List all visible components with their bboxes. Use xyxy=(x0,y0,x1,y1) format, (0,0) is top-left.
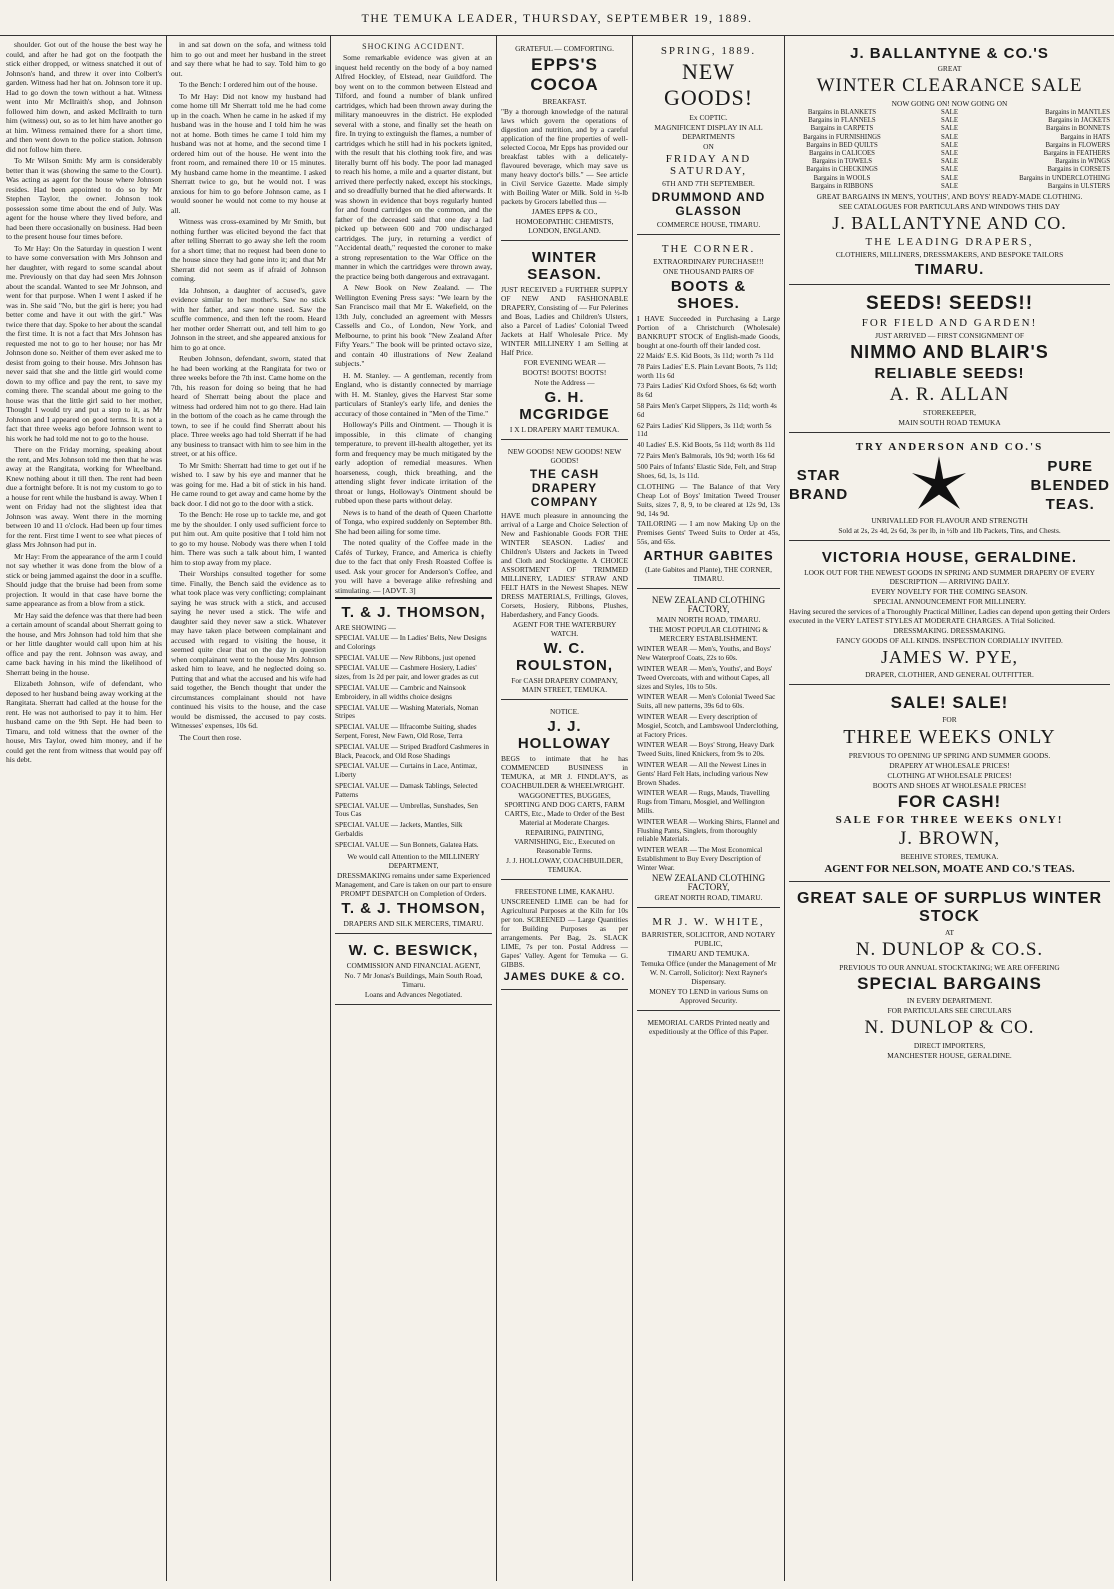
spring-advert xyxy=(637,40,780,235)
advert-firm-sub: For CASH DRAPERY COMPANY, MAIN STREET, TEMUKA. xyxy=(511,676,618,694)
advert-text: PREVIOUS TO OUR ANNUAL STOCKTAKING; WE ARE OFFERING xyxy=(839,963,1060,973)
advert-body: "By a thorough knowledge of the natural laws which govern the operations of digestion and nutrition, and by a careful application of the fine properties of well-selected Cocoa, Mr Epps has provided our breakfast tables with a delicately-flavoured beverage, which may save us many heavy doctor's bills." — See article in Civil Service Gazette. Made simply with Boiling Water or Milk. Sold in ½-lb packets by Grocers labelled thus — xyxy=(501,107,628,206)
advert-text: BOOTS! BOOTS! BOOTS! xyxy=(522,368,607,377)
advert-firm-sub: (Late Gabites and Plante), THE CORNER, TIMARU. xyxy=(645,565,772,584)
advert-firm: JAMES W. PYE, xyxy=(880,647,1019,668)
advert-intro: ARE SHOWING — xyxy=(335,623,396,632)
advert-title: SEEDS! SEEDS!! xyxy=(865,293,1034,315)
bargain-right: Bargains in MANTLES xyxy=(1045,109,1110,116)
thomson-advert xyxy=(335,597,492,934)
advert-title: THE CASH DRAPERY COMPANY xyxy=(529,467,600,509)
article-paragraph: Their Worships consulted together for some time. Finally, the Bench said the evidence as to what took place was very conflicting; complainant saying he was struck with a stick, and accused saying he never used a stick. The wife and daughter said they never saw a stick. Whatever may have taken place between complainant and accused with regard to visiting the house, it seemed quite clear that on the day in question when complainant went to the house Mrs Johnson asked him to leave, and he neglected doing so. Putting that and what the accused and his wife had said together, the Bench thought that under the circumstances complainant should not have continued his visits to the house, and the case would be dismissed, the accused to pay costs. Witnesses' expenses, 10s 6d. xyxy=(171,569,326,730)
bargain-left: Bargains in TOWELS xyxy=(811,158,872,166)
sale-label: SALE xyxy=(940,182,958,190)
advert-text: Sold at 2s, 2s 4d, 2s 6d, 3s per lb, in ½lb and 1lb Packets, Tins, and Chests. xyxy=(838,526,1061,536)
article-paragraph: Witness was cross-examined by Mr Smith, but nothing further was elicited beyond the fact that after telling Sherratt to go away she left the room for a short time; that no request had been done to the house since they had gone into it; and that Mr Sherratt did not seem as if afraid of Johnson coming. xyxy=(171,217,326,283)
advert-text: FOR PARTICULARS SEE CIRCULARS xyxy=(887,1006,1012,1016)
advert-title: W. C. BESWICK, xyxy=(348,941,479,959)
advert-item: WINTER WEAR — Every description of Mosgiel, Scotch, and Lambswool Underclothing, at Factory Prices. xyxy=(637,712,779,739)
advert-text: DRESSMAKING. DRESSMAKING. xyxy=(893,626,1006,636)
article-paragraph: To Mr Smith: Sherratt had time to get out if he wished to. I saw by his eye and manner that he was going for me. Had a bit of stick in his hand. He came round to get away and came home by the back door. I did not go to the door with a stick. xyxy=(171,460,326,508)
sale-label: SALE xyxy=(940,166,958,174)
article-paragraph: Elizabeth Johnson, wife of defendant, who deposed to her husband being away working at the Rangitata. Sherratt had called at the house for the rent. He was not authorised to pay it to him. Her husband came on the 9th Sept. He had been to Timaru, and told witness that the owner of the house, Mrs Taylor, owed him money, and if he could get the rent from witness that would pay off his debt. xyxy=(6,679,162,764)
article-paragraph: There on the Friday morning, speaking about the rent, and Mrs Johnson told me then that he was away at the Rangitata, working for Wheelband. Knew nothing about it till then. The rent had been due a fortnight before. It is not my custom to go to a house for rent while the husband is away. When I went on Friday had not the slightest idea that Johnson was away. Went there in the morning between 10 and 11 o'clock. Had been up four times for the rent. First time I went to see what pieces of glass Mrs Johnson had put in. xyxy=(6,445,162,549)
advert-body: BEGS to intimate that he has COMMENCED BUSINESS in TEMUKA, at MR J. FINDLAY'S, as COACHBUILDER & WHEELWRIGHT. xyxy=(501,754,628,790)
bargain-left: Bargains in CALICOES xyxy=(808,150,875,158)
memorial-cards-advert xyxy=(637,1014,780,1041)
bargain-left: Bargains in RIBBONS xyxy=(810,182,874,190)
advert-title: BOOTS & SHOES. xyxy=(670,278,747,312)
nz-clothing-advert xyxy=(637,592,780,908)
tea-right xyxy=(1030,456,1110,515)
advert-firm: J. BROWN, xyxy=(898,828,1001,850)
advert-text: REPAIRING, PAINTING, VARNISHING, Etc., Executed on Reasonable Terms. xyxy=(514,828,615,855)
advert-text: LOOK OUT FOR THE NEWEST GOODS IN SPRING AND SUMMER DRAPERY OF EVERY DESCRIPTION — ARRIVING DAILY. xyxy=(804,568,1095,587)
bargain-left: Bargains in BED QUILTS xyxy=(806,141,878,149)
advert-top: GRATEFUL — COMFORTING. xyxy=(515,44,614,53)
bargain-row xyxy=(789,134,1110,142)
bargain-left: Bargains in CARPETS xyxy=(810,125,874,133)
advert-text: TAILORING — I am now Making Up on the Premises Gents' Tweed Suits to Order at 45s, 55s, and 65s. xyxy=(637,519,780,547)
sale-label: SALE xyxy=(940,109,958,116)
advert-text: RELIABLE SEEDS! xyxy=(874,365,1025,383)
advert-text: UNRIVALLED FOR FLAVOUR AND STRENGTH xyxy=(871,516,1028,526)
advert-text: COMMISSION AND FINANCIAL AGENT, xyxy=(346,960,481,970)
sale-label: SALE xyxy=(940,141,958,149)
advert-item: SPECIAL VALUE — New Ribbons, just opened xyxy=(335,653,476,662)
advert-item: SPECIAL VALUE — Sun Bonnets, Galatea Hats. xyxy=(335,840,479,849)
advert-top: NEW GOODS! NEW GOODS! NEW GOODS! xyxy=(507,447,622,465)
advert-text: EVERY NOVELTY FOR THE COMING SEASON. xyxy=(871,587,1028,597)
advert-text: FOR FIELD AND GARDEN! xyxy=(861,317,1038,330)
advert-sub: BREAKFAST. xyxy=(542,97,587,106)
tea-advert xyxy=(789,436,1110,541)
advert-text: No. 7 Mr Jonas's Buildings, Main South Road, Timaru. xyxy=(344,970,483,989)
article-paragraph: Ida Johnson, a daughter of accused's, gave evidence similar to her mother's. Saw no stick with her father, and saw none used. Saw the scuffle commence, and then left the room. Heard her mother order Sherratt out, and tell him to go Johnson in the street, and she appeared anxious for him to go at once. xyxy=(171,285,326,352)
advert-text: MAIN SOUTH ROAD TEMUKA xyxy=(898,418,1001,428)
advert-item: 500 Pairs of Infants' Elastic Side, Felt, and Strap Shoes, 6d, 1s, 1s 11d. xyxy=(637,462,777,480)
advert-text: NOW GOING ON! NOW GOING ON xyxy=(891,99,1008,108)
article-paragraph: Some remarkable evidence was given at an inquest held recently on the body of a boy named Alfred Hockley, of Elstead, near Guildford. The boy went on to the common between Elstead and Tilford, and found a number of blank unfired cartridges, which had been thrown away during the military manoeuvres in the district. He exploded several with a stone, and finally set the heath on fire. In trying to extinguish the flames, a number of cartridges which he still had in his pockets ignited, with the result that his clothing took fire, and was literally burnt off his body. The poor lad managed to reach his home, a mile and a quarter distant, but arrived there perfectly naked, except his stockings, and so dreadfully burned that he died afterwards. It was shown in evidence that boys regularly hunted for and found cartridges on the common, and the father of the deceased said that one day a lad picked up between 600 and 700 undischarged cartridges. The jury, in returning a verdict of "Accidental death," requested the coroner to make a strong representation to the War Office on the manner in which the cartridges were thrown away, the practice being both dangerous and extravagant. xyxy=(335,53,492,281)
bargain-row xyxy=(789,117,1110,125)
column-3 xyxy=(331,40,496,1581)
advert-text: DRAPERY AT WHOLESALE PRICES! xyxy=(889,761,1010,771)
advert-item: SPECIAL VALUE — Cashmere Hosiery, Ladies' sizes, from 1s 2d per pair, and lower grades as cut xyxy=(335,664,479,682)
advert-body: Having secured the services of a Thoroughly Practical Milliner, Ladies can depend upon getting their Orders executed in the VERY LATEST STYLES AT MODERATE CHARGES. A Trial Solicited. xyxy=(789,607,1110,626)
bargain-left: Bargains in FURNISHINGS xyxy=(803,133,881,141)
advert-text: FOR CASH! xyxy=(897,792,1002,812)
advert-firm-sub: HOMOEOPATHIC CHEMISTS, LONDON, ENGLAND. xyxy=(515,217,614,235)
advert-text: SPECIAL ANNOUNCEMENT FOR MILLINERY. xyxy=(873,597,1026,607)
advert-text: MAIN NORTH ROAD, TIMARU. xyxy=(656,615,761,625)
advert-text: A. R. ALLAN xyxy=(889,384,1010,406)
advert-list xyxy=(637,352,780,480)
advert-item: SPECIAL VALUE — Curtains in Lace, Antimaz, Liberty xyxy=(335,762,478,780)
advert-title: WINTER CLEARANCE SALE xyxy=(816,75,1083,96)
advert-firm: ARTHUR GABITES xyxy=(643,548,774,564)
advert-footer: T. & J. THOMSON, xyxy=(341,899,486,917)
advert-footer: NEW ZEALAND CLOTHING FACTORY, xyxy=(651,873,766,893)
epps-advert xyxy=(501,40,628,241)
column-4 xyxy=(497,40,632,1581)
advert-body: HAVE much pleasure in announcing the arrival of a Large and Choice Selection of New and Fashionable Goods FOR THE WINTER SEASON. Ladies' and Children's Ulsters and Jackets in Tweed and Cloth and Stockingette. A CHOICE ASSORTMENT OF TRIMMED MILLINERY, LADIES' STRAW AND FELT HATS in the Newest Shapes. NEW DRESS MATERIALS, Frillings, Gloves, Corsets, Hosiery, Ribbons, Plushes, Haberdashery, and Fancy Goods. xyxy=(501,511,628,619)
advert-item: 73 Pairs Ladies' Kid Oxford Shoes, 6s 6d; worth 8s 6d xyxy=(637,382,777,400)
sale-label: SALE xyxy=(940,174,958,182)
advert-title: J. J. HOLLOWAY xyxy=(517,718,612,752)
ballantyne-advert xyxy=(789,40,1110,285)
winter-season-advert xyxy=(501,244,628,440)
advert-firm: NIMMO AND BLAIR'S xyxy=(850,342,1049,363)
bargain-right: Bargains in CORSETS xyxy=(1047,166,1110,174)
advert-body: UNSCREENED LIME can be had for Agricultural Purposes at the Kiln for 10s per ton. SCREENED — Large Quantities for Building Purposes as per arrangements. Per Bag, 2s. SLACK LIME, 7s per ton. Postal Address — Gapes' Valley. Agent for Temuka — G. GIBBS. xyxy=(501,897,628,969)
brown-sale-advert xyxy=(789,688,1110,882)
article-paragraph: Mr Hay said the defence was that there had been a certain amount of scandal about Sherratt going to the house, and Mrs Johnson had told him that she or her little daughter would call upon him at his office and pay the rent. Johnson was away, and came back having in his mind the likelihood of Sherratt being in the house. xyxy=(6,610,162,677)
advert-text: CLOTHING AT WHOLESALE PRICES! xyxy=(887,771,1012,781)
bargain-row xyxy=(789,109,1110,117)
bargain-row xyxy=(789,166,1110,174)
article-paragraph: Holloway's Pills and Ointment. — Though it is impossible, in this climate of changing temperature, to prevent ill-health altogether, yet its form and frequency may be much mitigated by the early adoption of remedial measures. When hoarseness, cough, thick breathing, and the attending slight fever indicate irritation of the throat or lungs, Holloway's Ointment should be rubbed upon these parts without delay. xyxy=(335,420,492,505)
bargain-row xyxy=(789,142,1110,150)
advert-subfooter: DRAPERS AND SILK MERCERS, TIMARU. xyxy=(343,918,484,928)
bargain-right: Bargains in FEATHERS xyxy=(1043,150,1110,158)
advert-firm: JAMES EPPS & CO., xyxy=(531,207,598,216)
advert-firm: N. DUNLOP & CO.S. xyxy=(855,939,1044,961)
advert-text: We would call Attention to the MILLINERY DEPARTMENT, xyxy=(347,851,480,870)
advert-item: SPECIAL VALUE — Umbrellas, Sunshades, Sen Tous Cas xyxy=(335,801,479,819)
advert-firm: N. DUNLOP & CO. xyxy=(864,1017,1035,1039)
star-brand-icon xyxy=(909,455,969,515)
advert-text: PREVIOUS TO OPENING UP SPRING AND SUMMER GOODS. xyxy=(848,751,1051,761)
advert-text: BOOTS AND SHOES AT WHOLESALE PRICES! xyxy=(872,781,1027,791)
seeds-advert xyxy=(789,288,1110,433)
advert-item: SPECIAL VALUE — Striped Bradford Cashmeres in Black, Peacock, and Old Rose Shadings xyxy=(335,742,489,760)
article-paragraph: A New Book on New Zealand. — The Wellington Evening Press says: "We learn by the San Francisco mail that Mr E. Wakefield, on the 13th July, concluded an agreement with Messrs Cassells and Co., of London, New York, and Melbourne, to print his book "New Zealand After Fifty Years." The book will be printed octavo size, and contain 40 illustrations of New Zealand subjects." xyxy=(335,283,492,368)
advert-text: IN EVERY DEPARTMENT. xyxy=(906,996,993,1006)
beswick-advert xyxy=(335,937,492,1005)
advert-text: WAGGONETTES, BUGGIES, SPORTING AND DOG CARTS, FARM CARTS, Etc., Made to Order of the Best Material at Moderate Charges. xyxy=(504,791,625,827)
advert-text: Ex COPTIC. xyxy=(689,113,728,122)
advert-text: Loans and Advances Negotiated. xyxy=(364,989,463,999)
article-heading: SHOCKING ACCIDENT. xyxy=(362,42,465,51)
bargain-row xyxy=(789,158,1110,166)
advert-subfooter: GREAT NORTH ROAD, TIMARU. xyxy=(654,893,763,903)
article-paragraph: The noted quality of the Coffee made in the Cafés of Turkey, France, and America is chiefly due to the fact that only Fresh Roasted Coffee is used. Ask your grocer for Anderson's Coffee, and you will have a beverage alike refreshing and stimulating. — [ADVT. 3] xyxy=(335,538,492,595)
advert-item: WINTER WEAR — Working Shirts, Flannel and Flushing Pants, Singlets, from thoroughly reliable Materials. xyxy=(637,817,780,844)
advert-text: TEAS. xyxy=(1045,495,1095,513)
advert-title: T. & J. THOMSON, xyxy=(341,604,486,621)
advert-title: SALE! SALE! xyxy=(890,693,1009,713)
white-solicitor-advert xyxy=(637,911,780,1011)
advert-text: DRESSMAKING remains under same Experienced Management, and Care is taken on our part to ensure PROMPT DESPATCH on Completion of Orders. xyxy=(335,870,492,898)
advert-item: WINTER WEAR — Boys' Strong, Heavy Dark Tweed Suits, lined Knickers, from 9s to 20s. xyxy=(637,741,775,759)
advert-title: GREAT SALE OF SURPLUS WINTER STOCK xyxy=(796,890,1103,926)
advert-text: STOREKEEPER, xyxy=(922,408,977,418)
column-1 xyxy=(2,40,166,1581)
advert-list xyxy=(637,645,780,872)
advert-top: TRY ANDERSON AND CO.'S xyxy=(855,441,1044,454)
advert-top: SPRING, 1889. xyxy=(660,45,757,57)
advert-item: 62 Pairs Ladies' Kid Slippers, 3s 11d; worth 5s 11d xyxy=(637,421,772,439)
advert-text: BRAND xyxy=(789,486,849,504)
bargain-left: Bargains in WOOLS xyxy=(813,174,871,182)
advert-text: 6TH AND 7TH SEPTEMBER. xyxy=(662,179,755,188)
article-paragraph: To the Bench: He rose up to tackle me, and got me by the shoulder. I only used sufficient force to put him out. Am quite positive that I told him not to go to my house. Nobody was there when I told him. There was such a talk about him, I wanted him to stop away from my place. xyxy=(171,510,326,567)
advert-text: THREE WEEKS ONLY xyxy=(843,726,1056,749)
advert-item: 72 Pairs Men's Balmorals, 10s 9d; worth 16s 6d xyxy=(637,451,775,460)
advert-firm: JAMES DUKE & CO. xyxy=(503,971,626,983)
bargain-row xyxy=(789,183,1110,191)
dunlop-advert xyxy=(789,885,1110,1065)
advert-item: WINTER WEAR — Men's, Youths', and Boys' Tweed Overcoats, with and without Capes, all sizes and Styles, 10s to 50s. xyxy=(637,664,773,691)
advert-item: WINTER WEAR — All the Newest Lines in Gents' Hard Felt Hats, including various New Brown Shades. xyxy=(637,760,769,787)
advert-item: SPECIAL VALUE — Washing Materials, Noman Stripes xyxy=(335,703,479,721)
bargain-right: Bargains in FLOWERS xyxy=(1045,141,1110,149)
advert-item: SPECIAL VALUE — Damask Tablings, Selected Patterns xyxy=(335,781,478,799)
advert-top: NOTICE. xyxy=(550,707,579,716)
article-paragraph: Mr Hay: From the appearance of the arm I could not say whether it was done from the blow of a stick or being jammed against the door in a scuffle. Should judge that the bruise had been from some projection. It would in that case have borne the same appearance as from a blow from a stick. xyxy=(6,551,162,608)
article-paragraph: News is to hand of the death of Queen Charlotte of Tonga, who expired suddenly on September 8th. She had been ailing for some time. xyxy=(335,507,492,536)
article-paragraph: To Mr Wilson Smith: My arm is considerably better than it was (showing the same to the Court). Was acting as agent for the house where Johnson resides. Had been appointed to do so by Mr Stephen Taylor, the owner. Johnson took possession some time about the end of July. Was agent for the house where they lived before, and had been there occasionally on business. Had been to the present house four times before. xyxy=(6,156,162,241)
tea-left xyxy=(789,465,848,505)
sale-label: SALE xyxy=(940,117,958,125)
tea-layout xyxy=(789,455,1110,515)
advert-text: STAR xyxy=(796,467,841,485)
bargain-table xyxy=(789,109,1110,191)
bargain-row xyxy=(789,125,1110,133)
advert-item: WINTER WEAR — Rugs, Mauds, Travelling Rugs from Timaru, Mosgiel, and Wellington Mills. xyxy=(637,789,770,815)
advert-item: SPECIAL VALUE — Jackets, Mantles, Silk Gerbaldis xyxy=(335,821,463,838)
cash-drapery-advert xyxy=(501,443,628,700)
advert-item: 22 Maids' E.S. Kid Boots, 3s 11d; worth 7s 11d xyxy=(637,352,774,360)
bargain-right: Bargains in HATS xyxy=(1060,133,1110,141)
advert-item: WINTER WEAR — Men's, Youths, and Boys' New Waterproof Coats, 22s to 60s. xyxy=(637,645,772,663)
advert-item: SPECIAL VALUE — Cambric and Nainsook Embroidery, in all widths choice designs xyxy=(335,683,467,701)
advert-item: WINTER WEAR — Men's Colonial Tweed Sac Suits, all new patterns, 39s 6d to 60s. xyxy=(637,693,776,711)
advert-title: FREESTONE LIME, KAKAHU. xyxy=(514,887,615,896)
page-masthead: THE TEMUKA LEADER, THURSDAY, SEPTEMBER 19, 1889. xyxy=(0,0,1114,36)
advert-top: J. BALLANTYNE & CO.'S xyxy=(850,45,1049,62)
advert-text: PURE xyxy=(1047,457,1094,475)
advert-text: ONE THOUSAND PAIRS OF xyxy=(663,267,754,276)
advert-text: THE LEADING DRAPERS, xyxy=(865,236,1034,249)
advert-text: ON xyxy=(703,142,714,151)
advert-item: SPECIAL VALUE — Ilfracombe Suiting, shades Serpent, Forest, New Fawn, Old Rose, Terra xyxy=(335,723,477,740)
advert-text: AGENT FOR THE WATERBURY WATCH. xyxy=(512,620,617,638)
sale-label: SALE xyxy=(940,158,958,166)
bargain-row xyxy=(789,175,1110,183)
bargain-row xyxy=(789,150,1110,158)
advert-text: AT xyxy=(944,928,955,938)
advert-text: FRIDAY AND SATURDAY, xyxy=(665,153,752,177)
lime-advert xyxy=(501,883,628,990)
advert-firm: DRUMMOND AND GLASSON xyxy=(651,190,766,218)
article-paragraph: The Court then rose. xyxy=(179,732,242,742)
bargain-left: Bargains in FLANNELS xyxy=(808,117,876,125)
article-paragraph: To Mr Hay: Did not know my husband had come home till Mr Sherratt told me he had come up in the coach. When he came in he asked if my husband was in the house and I told him he was not at home. Both times he came I told him my husband was not at home, and the second time I ordered him out of the house. He went into the front room, and remained there 10 or 15 minutes. My husband came home in the meantime. I asked Sherratt twice to go, but he would not. I was anxious for him to go before Johnson came, as I would sooner he would not come to my house at all. xyxy=(171,91,326,215)
advert-text: CLOTHIERS, MILLINERS, DRESSMAKERS, AND BESPOKE TAILORS xyxy=(835,250,1064,260)
article-paragraph: To the Bench: I ordered him out of the house. xyxy=(179,80,318,89)
sale-label: SALE xyxy=(940,133,958,141)
advert-text: MONEY TO LEND in various Sums on Approved Security. xyxy=(649,987,768,1006)
advert-text: BLENDED xyxy=(1030,476,1110,494)
advert-text: SEE CATALOGUES FOR PARTICULARS AND WINDOWS THIS DAY xyxy=(838,202,1061,212)
advert-text: MEMORIAL CARDS Printed neatly and expeditiously at the Office of this Paper. xyxy=(647,1018,770,1037)
advert-text: Note the Address — xyxy=(534,378,595,387)
advert-firm: W. C. ROULSTON, xyxy=(515,640,614,674)
column-6 xyxy=(785,40,1114,1581)
advert-item: SPECIAL VALUE — In Ladies' Belts, New Designs and Colorings xyxy=(335,634,487,651)
advert-text: AGENT FOR NELSON, MOATE AND CO.'S TEAS. xyxy=(824,863,1075,876)
article-paragraph: shoulder. Got out of the house the best way he could, and after he had got on the footpath the stick either dropped, or witness snatched it out of Johnson's hand, and threw it over into Colbert's garden. Witness had her hat on. Johnson tore it up. Had to go down the town without a hat. Witness went into Mr McIlraith's shop, and Johnson followed him down, and asked McIlraith to turn him (witness) out, so as to let him have another go at him. Witness remained there for a short time, and then went down to the police station. Johnson did not follow him there. xyxy=(6,40,162,154)
article-paragraph: To Mr Hay: On the Saturday in question I went to have some conversation with Mrs Johnson and her daughter, with regard to some scandal about me. Previously on that day had seen Mrs Johnson about the scandal. Wanted to see Mr Johnson, and went for that purpose. When I went I asked if he was in. She said "No, but the girl is here; you had better come and have it out with the girl." Was twice there that day. Spoke to her about the scandal the first time. It is not a fact that Mrs Johnson has requested me not to go to her house; nor has Mr Johnson done so. Neither of them ever asked me to desist from going to their house. Mrs Johnson has never said that she and the little girl would come down to my office and pay the rent, to save my coming there. The scandal about me going to the house was that the little girl said to her mother, Thought I would try and put a stop to it, as Mr Johnson and I appeared on good terms. It is not a fact that three weeks ago before Johnson went to his work he had told me not to go to the house. xyxy=(6,243,162,443)
advert-text: SALE FOR THREE WEEKS ONLY! xyxy=(835,814,1064,827)
victoria-house-advert xyxy=(789,544,1110,685)
advert-text: FOR EVENING WEAR — xyxy=(523,358,606,367)
bargain-right: Bargains in BONNETS xyxy=(1045,125,1110,133)
advert-title: WINTER SEASON. xyxy=(527,249,602,283)
advert-text: MANCHESTER HOUSE, GERALDINE. xyxy=(887,1051,1012,1061)
advert-item: 78 Pairs Ladies' E.S. Plain Levant Boots, 7s 11d; worth 11s 6d xyxy=(637,362,778,380)
column-2 xyxy=(167,40,330,1581)
bargain-right: Bargains in UNDERCLOTHING xyxy=(1019,174,1110,182)
advert-text: CLOTHING — The Balance of that Very Cheap Lot of Boys' Imitation Tweed Trouser Suits, sizes 7, 8, 9, to be cleared at 12s 9d, 13s 9d, 14s 9d. xyxy=(637,482,780,519)
advert-sign: J. J. HOLLOWAY, COACHBUILDER, TEMUKA. xyxy=(506,856,623,874)
advert-text: Temuka Office (under the Management of Mr W. N. Carroll, Solicitor): Next Rayner's Dispensary. xyxy=(640,959,777,987)
bargain-left: Bargains in BLANKETS xyxy=(807,109,877,116)
holloway-advert xyxy=(501,703,628,880)
advert-text: TIMARU AND TEMUKA. xyxy=(667,949,750,959)
sale-label: SALE xyxy=(940,150,958,158)
advert-item: 40 Ladies' E.S. Kid Boots, 5s 11d; worth 8s 11d xyxy=(637,441,775,450)
advert-title: NEW ZEALAND CLOTHING FACTORY, xyxy=(651,595,766,615)
advert-top: THE CORNER. xyxy=(661,243,756,255)
advert-text: MAGNIFICENT DISPLAY IN ALL DEPARTMENTS xyxy=(654,123,763,141)
advert-text: DIRECT IMPORTERS, xyxy=(913,1041,986,1051)
corner-advert xyxy=(637,238,780,589)
advert-text: TIMARU. xyxy=(914,261,985,279)
advert-text: EXTRAORDINARY PURCHASE!!! xyxy=(653,257,764,266)
advert-text: JUST ARRIVED — FIRST CONSIGNMENT OF xyxy=(875,331,1024,341)
article-paragraph: Reuben Johnson, defendant, sworn, stated that he had been working at the Rangitata for two or three weeks before the 7th inst. Came home on the 7th, his reason for doing so being that he had heard of Sherratt being about the place and witness had ordered him not to go there. Had lain in the bottom of the coach as he came through the town, to see if he could find Sherratt about his place. Three weeks ago had told Sherratt if he had any business to transact with him to see him in the street, or at his office. xyxy=(171,354,326,458)
advert-text: FOR xyxy=(942,715,957,725)
bargain-right: Bargains in JACKETS xyxy=(1048,117,1110,125)
sale-label: SALE xyxy=(940,125,958,133)
advert-firm-sub: DRAPER, CLOTHIER, AND GENERAL OUTFITTER. xyxy=(865,670,1034,680)
advert-title: MR J. W. WHITE, xyxy=(652,916,765,929)
advert-body: I HAVE Succeeded in Purchasing a Large Portion of a Christchurch (Wholesale) BANKRUPT STOCK of English-made Goods, bought at one-fourth off their landed cost. xyxy=(637,314,780,350)
advert-firm-sub: BEEHIVE STORES, TEMUKA. xyxy=(900,852,999,862)
advert-firm-sub: COMMERCE HOUSE, TIMARU. xyxy=(656,220,761,229)
bargain-left: Bargains in CHECKINGS xyxy=(806,166,878,174)
advert-text: GREAT xyxy=(937,64,962,73)
advert-title: VICTORIA HOUSE, GERALDINE. xyxy=(821,549,1078,567)
article-paragraph: H. M. Stanley. — A gentleman, recently from England, who is distantly connected by marriage with H. M. Stanley, gives the Harvest Star some particulars of Stanley's early life, and denies the accuracy of those contained in "Men of the Time." xyxy=(335,370,492,418)
advert-firm: J. BALLANTYNE AND CO. xyxy=(832,213,1067,234)
advert-item: WINTER WEAR — The Most Economical Establishment to Buy Every Description of Winter Wear. xyxy=(637,846,763,872)
advert-text: THE MOST POPULAR CLOTHING & MERCERY ESTABLISHMENT. xyxy=(648,625,769,644)
advert-body: JUST RECEIVED a FURTHER SUPPLY OF NEW AND FASHIONABLE DRAPERY, Consisting of — Fur Pelerines and Boas, Ladies and Children's Ulsters, also a Parcel of Ladies' Colonial Tweed Jackets at Half Wholesale Price. My WINTER MILLINERY I am Selling at Half Price. xyxy=(501,285,628,357)
advert-text: SPECIAL BARGAINS xyxy=(857,974,1042,994)
advert-firm-sub: I X L DRAPERY MART TEMUKA. xyxy=(509,425,620,434)
advert-firm: G. H. MCGRIDGE xyxy=(519,389,610,423)
advert-text: FANCY GOODS OF ALL KINDS. INSPECTION CORDIALLY INVITED. xyxy=(836,636,1063,646)
advert-text: GREAT BARGAINS IN MEN'S, YOUTHS', AND BOYS' READY-MADE CLOTHING. xyxy=(816,192,1083,202)
advert-text: BARRISTER, SOLICITOR, AND NOTARY PUBLIC, xyxy=(641,930,776,949)
bargain-right: Bargains in WINGS xyxy=(1055,158,1110,166)
advert-title: EPPS'S COCOA xyxy=(530,55,599,94)
article-paragraph: in and sat down on the sofa, and witness told him to go out and meet her husband in the street and say there what he had to say. Told him to go out. xyxy=(171,40,326,78)
bargain-right: Bargains in ULSTERS xyxy=(1047,182,1110,190)
advert-list xyxy=(335,634,492,850)
column-5 xyxy=(633,40,784,1581)
advert-title: NEW GOODS! xyxy=(663,59,754,110)
advert-item: 58 Pairs Men's Carpet Slippers, 2s 11d; worth 4s 6d xyxy=(637,401,777,419)
